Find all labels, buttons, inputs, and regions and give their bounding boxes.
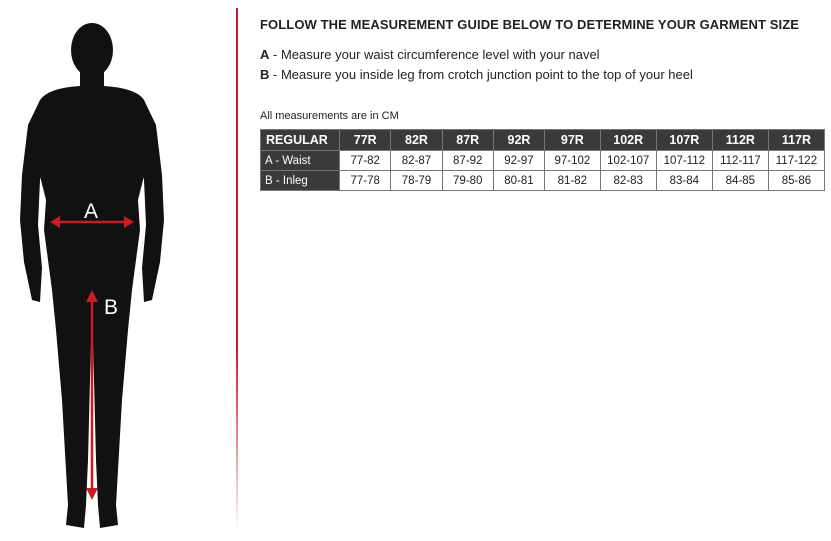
body-silhouette-figure — [0, 0, 236, 541]
table-cell: 82-83 — [600, 171, 656, 191]
size-header: 87R — [442, 130, 493, 151]
size-header-row — [261, 130, 825, 151]
table-corner-label: REGULAR — [261, 130, 340, 151]
size-header: 82R — [391, 130, 442, 151]
red-divider — [236, 8, 238, 532]
table-cell: 82-87 — [391, 151, 442, 171]
row-label-waist: A - Waist — [261, 151, 340, 171]
table-cell: 112-117 — [712, 151, 768, 171]
step-b-text: - Measure you inside leg from crotch junction point to the top of your heel — [269, 67, 693, 82]
size-header: 107R — [656, 130, 712, 151]
size-header: 117R — [768, 130, 824, 151]
table-cell: 77-82 — [340, 151, 391, 171]
step-a-text: - Measure your waist circumference level with your navel — [269, 47, 600, 62]
human-silhouette — [0, 0, 236, 541]
units-note: All measurements are in CM — [260, 110, 399, 122]
table-cell: 117-122 — [768, 151, 824, 171]
step-b — [260, 67, 693, 82]
table-cell: 107-112 — [656, 151, 712, 171]
size-header: 97R — [545, 130, 601, 151]
table-cell: 83-84 — [656, 171, 712, 191]
table-cell: 84-85 — [712, 171, 768, 191]
size-header: 77R — [340, 130, 391, 151]
table-cell: 79-80 — [442, 171, 493, 191]
inleg-marker-label: B — [104, 296, 119, 319]
table-cell: 77-78 — [340, 171, 391, 191]
table-row-inleg — [261, 171, 825, 191]
table-row-waist — [261, 151, 825, 171]
size-header: 112R — [712, 130, 768, 151]
table-cell: 80-81 — [493, 171, 544, 191]
table-cell: 81-82 — [545, 171, 601, 191]
table-cell: 102-107 — [600, 151, 656, 171]
row-label-inleg: B - Inleg — [261, 171, 340, 191]
table-cell: 97-102 — [545, 151, 601, 171]
guide-title: FOLLOW THE MEASUREMENT GUIDE BELOW TO DETERMINE YOUR GARMENT SIZE — [260, 17, 800, 32]
size-table — [260, 129, 825, 191]
step-a — [260, 47, 600, 62]
waist-marker-label: A — [84, 200, 99, 223]
size-header: 102R — [600, 130, 656, 151]
inleg-arrow-bottom — [86, 488, 98, 500]
step-a-key: A — [260, 47, 270, 62]
table-cell: 87-92 — [442, 151, 493, 171]
table-cell: 78-79 — [391, 171, 442, 191]
table-cell: 92-97 — [493, 151, 544, 171]
size-header: 92R — [493, 130, 544, 151]
step-b-key: B — [260, 67, 270, 82]
table-cell: 85-86 — [768, 171, 824, 191]
